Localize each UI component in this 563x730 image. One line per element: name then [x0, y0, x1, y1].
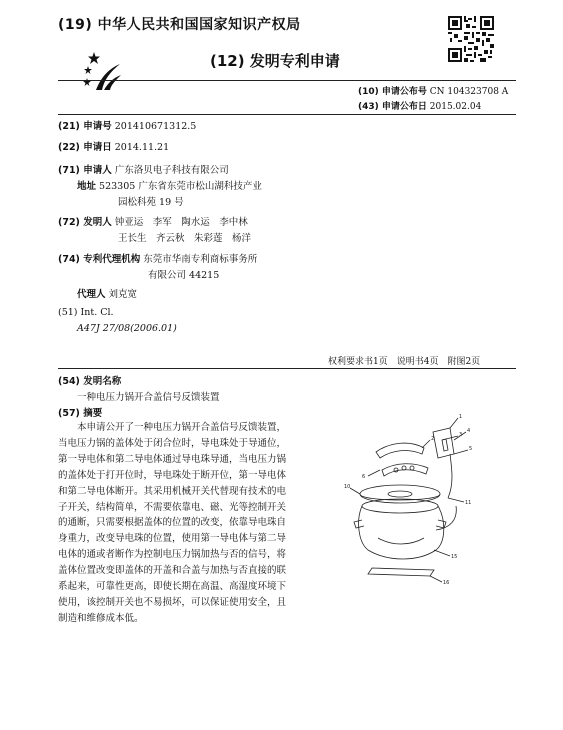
application-date-label: (22) 申请日: [58, 142, 112, 153]
address-line-1: 523305 广东省东莞市松山湖科技产业: [99, 181, 262, 192]
applicant-label: (71) 申请人: [58, 165, 112, 176]
figure-label-16: 16: [443, 580, 450, 586]
office-name: (19) 中华人民共和国国家知识产权局: [58, 17, 301, 33]
invention-title: 一种电压力锅开合盖信号反馈装置: [77, 392, 220, 403]
agency-row: [58, 251, 257, 265]
inventors-line-1: 钟亚运 李军 陶水运 李中林: [114, 217, 248, 228]
application-date: 2014.11.21: [114, 142, 170, 153]
address-label: 地址: [77, 181, 97, 192]
pressure-cooker-drawing: [338, 410, 513, 590]
application-number-row: [58, 118, 196, 132]
publication-date-row: [358, 99, 481, 112]
figure-label-3: 3: [459, 432, 463, 438]
agent-row: [77, 286, 137, 300]
agent-label: 代理人: [77, 289, 106, 300]
abstract-label: (57) 摘要: [58, 408, 103, 419]
figure-label-2: 2: [431, 436, 435, 442]
qr-code: [448, 16, 494, 62]
int-cl-label: (51) Int. Cl.: [58, 307, 114, 318]
address-row: [77, 178, 262, 192]
inventors-line-2: 王长生 齐云秋 朱彩莲 杨洋: [118, 233, 252, 244]
document-type: (12) 发明专利申请: [210, 52, 340, 70]
figure-label-6: 6: [362, 474, 366, 480]
application-date-row: [58, 139, 169, 153]
application-number: 201410671312.5: [114, 121, 197, 132]
agency-line-2: 有限公司 44215: [148, 270, 220, 281]
figure-label-10: 10: [344, 484, 351, 490]
figure-label-1: 1: [459, 414, 463, 420]
pages-info: 权利要求书1页 说明书4页 附图2页: [328, 357, 481, 367]
agent: 刘克宽: [108, 289, 138, 300]
header-rule: [58, 80, 516, 81]
agency-label: (74) 专利代理机构: [58, 254, 141, 265]
applicant-row: [58, 162, 229, 176]
publication-number: CN 104323708 A: [429, 87, 509, 97]
publication-date: 2015.02.04: [429, 102, 482, 112]
abstract-text: 本申请公开了一种电压力锅开合盖信号反馈装置，当电压力锅的盖体处于闭合位时，导电珠处于导通位，第一导电体和第二导电体通过导电珠导通，当电压力锅的盖体处于打开位时，导电珠处于断开位，第一导电体和第二导电体断开。其采用机械开关代替现有技术的电子开关，结构简单，不需要依靠电、磁、光等控制开关的通断，只需要根据盖体的位置的改变，依靠导电珠自身重力，改变导电珠的位置，使用第一导电体与第二导电体的通或者断作为控制电压力锅加热与否的信号，将盖体位置改变即盖体的开盖和合盖与加热与否直接的联系起来，可靠性更高，即使长期在高温、高湿度环境下使用，该控制开关也不易损坏，可以保证使用安全，且制造和维修成本低。: [58, 422, 287, 624]
publication-number-label: (10) 申请公布号: [358, 87, 427, 97]
sipo-logo: [80, 50, 122, 92]
agency-line-1: 东莞市华南专利商标事务所: [143, 254, 258, 265]
title-label: (54) 发明名称: [58, 376, 122, 387]
address-line-2: 园松科苑 19 号: [118, 197, 184, 208]
figure-label-5: 5: [469, 446, 473, 452]
figure-label-15: 15: [451, 554, 458, 560]
figure-label-4: 4: [467, 428, 471, 434]
application-number-label: (21) 申请号: [58, 121, 112, 132]
publication-date-label: (43) 申请公布日: [358, 102, 427, 112]
figure-label-11: 11: [465, 500, 472, 506]
inventors-label: (72) 发明人: [58, 217, 112, 228]
applicant: 广东洛贝电子科技有限公司: [114, 165, 229, 176]
publication-number-row: [358, 84, 508, 97]
int-cl: A47J 27/08(2006.01): [77, 323, 177, 334]
section-rule: [58, 368, 516, 369]
biblio-rule: [58, 114, 516, 115]
inventors-row: [58, 214, 248, 228]
